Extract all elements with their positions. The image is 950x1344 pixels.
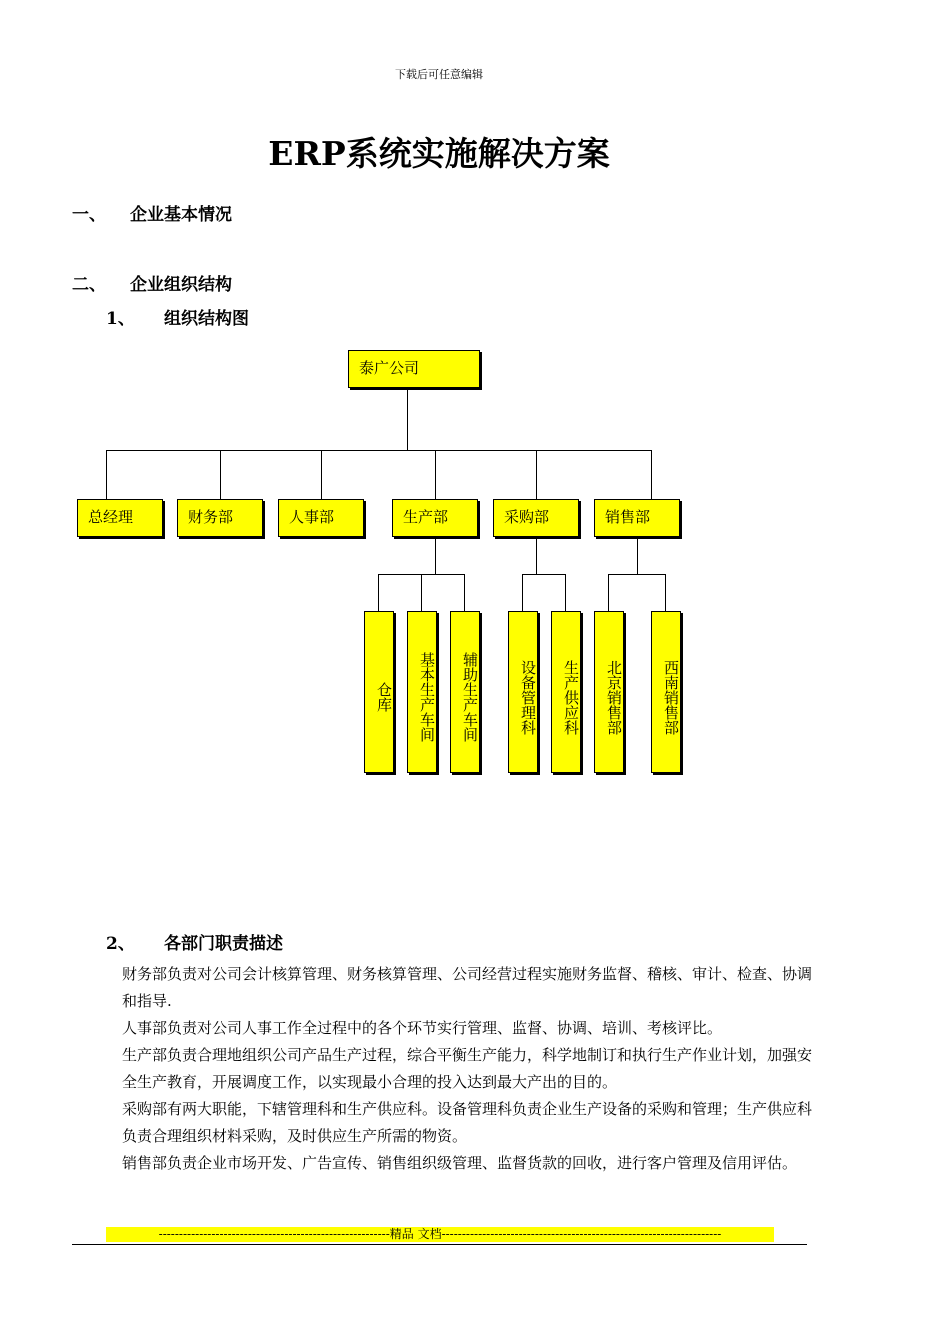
org-subunit-label: 辅助生产车间 (461, 652, 479, 742)
paragraph: 生产部负责合理地组织公司产品生产过程，综合平衡生产能力，科学地制订和执行生产作业计划，加强安全生产教育，开展调度工作，以实现最小合理的投入达到最大产出的目的。 (122, 1046, 813, 1091)
connector (464, 574, 465, 611)
org-subunit-box (594, 611, 624, 773)
org-dept-box: 销售部 (594, 499, 680, 537)
section-number: 二、 (72, 275, 106, 295)
subsection-number: 2、 (106, 934, 135, 954)
connector (106, 450, 652, 451)
paragraph: 销售部负责企业市场开发、广告宣传、销售组织级管理、监督货款的回收，进行客户管理及信用评估。 (122, 1154, 798, 1172)
org-subunit-box (450, 611, 480, 773)
connector (522, 574, 566, 575)
section-number: 一、 (72, 205, 106, 225)
connector (608, 574, 666, 575)
org-subunit-label: 北京销售部 (605, 659, 623, 735)
connector (435, 450, 436, 499)
org-dept-box: 财务部 (177, 499, 263, 537)
section-label: 企业基本情况 (130, 205, 232, 225)
org-subunit-label: 生产供应科 (562, 659, 580, 735)
connector (651, 450, 652, 499)
subsection-2 (106, 929, 283, 954)
footer-banner: ---------------------------------------------------------精品 文档--------------------------------------------------------------------- (106, 1227, 774, 1242)
connector (378, 574, 465, 575)
connector (536, 450, 537, 499)
subsection-1 (106, 304, 249, 329)
connector (608, 574, 609, 611)
connector (220, 450, 221, 499)
connector (106, 450, 107, 499)
org-subunit-box (651, 611, 681, 773)
subsection-label: 各部门职责描述 (164, 934, 283, 954)
org-dept-box: 生产部 (392, 499, 478, 537)
paragraph: 人事部负责对公司人事工作全过程中的各个环节实行管理、监督、协调、培训、考核评比。 (122, 1019, 723, 1037)
connector (378, 574, 379, 611)
page-title: ERP系统实施解决方案 (268, 134, 610, 173)
org-subunit-label: 西南销售部 (662, 659, 680, 735)
section-2 (72, 270, 232, 295)
org-subunit-box (364, 611, 394, 773)
org-subunit-label: 设备管理科 (519, 659, 537, 735)
subsection-number: 1、 (106, 309, 135, 329)
header-note: 下载后可任意编辑 (395, 68, 483, 81)
org-dept-box: 采购部 (493, 499, 579, 537)
section-label: 企业组织结构 (130, 275, 232, 295)
org-subunit-box (551, 611, 581, 773)
connector (637, 537, 638, 574)
org-subunit-box (508, 611, 538, 773)
connector (522, 574, 523, 611)
org-root-box: 泰广公司 (348, 350, 480, 388)
org-subunit-label: 仓库 (375, 682, 393, 712)
paragraph: 财务部负责对公司会计核算管理、财务核算管理、公司经营过程实施财务监督、稽核、审计、检查、协调和指导. (122, 965, 813, 1010)
connector (665, 574, 666, 611)
subsection-label: 组织结构图 (164, 309, 249, 329)
org-subunit-label: 基本生产车间 (418, 652, 436, 742)
org-subunit-box (407, 611, 437, 773)
connector (407, 388, 408, 450)
footer-rule (72, 1244, 807, 1245)
connector (435, 537, 436, 574)
duties-text (90, 961, 820, 1177)
paragraph: 采购部有两大职能，下辖管理科和生产供应科。设备管理科负责企业生产设备的采购和管理；生产供应科负责合理组织材料采购，及时供应生产所需的物资。 (122, 1100, 813, 1145)
connector (421, 574, 422, 611)
org-dept-box: 总经理 (77, 499, 163, 537)
connector (565, 574, 566, 611)
org-dept-box: 人事部 (278, 499, 364, 537)
connector (536, 537, 537, 574)
section-1 (72, 200, 232, 225)
connector (321, 450, 322, 499)
